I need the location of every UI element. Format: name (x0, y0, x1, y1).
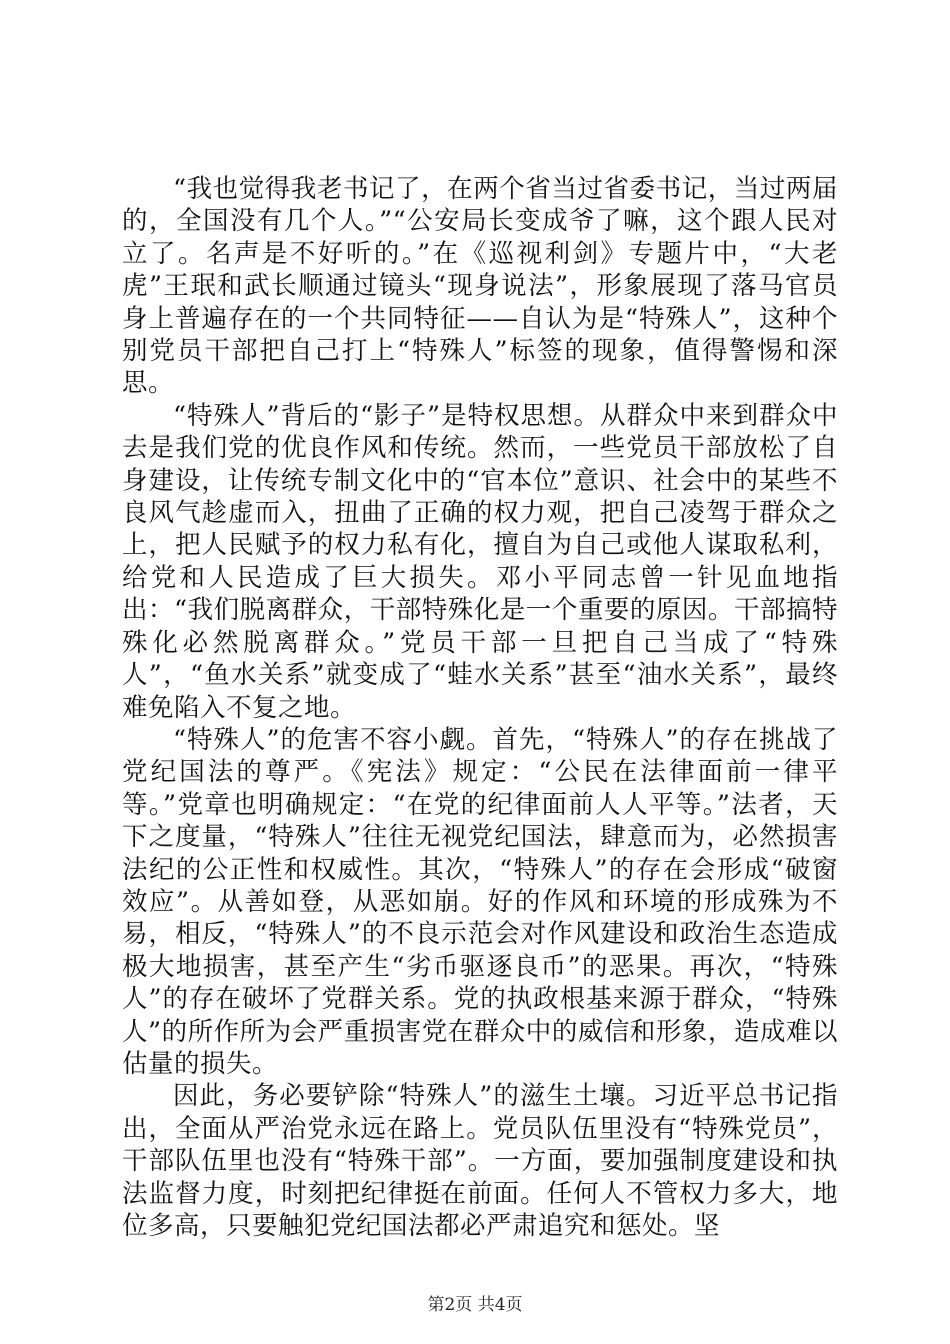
document-body (122, 173, 838, 1242)
paragraph-1: “我也觉得我老书记了，在两个省当过省委书记，当过两届的，全国没有几个人。”“公安局长变成爷了嘛，这个跟人民对立了。名声是不好听的。”在《巡视利剑》专题片中，“大老虎”王珉和武长顺通过镜头“现身说法”，形象展现了落马官员身上普遍存在的一个共同特征——自认为是“特殊人”，这种个别党员干部把自己打上“特殊人”标签的现象，值得警惕和深思。 (122, 174, 838, 399)
page-footer (0, 1290, 950, 1315)
page-number: 第2页 共4页 (427, 1295, 523, 1315)
paragraph-2: “特殊人”背后的“影子”是特权思想。从群众中来到群众中去是我们党的优良作风和传统。然而，一些党员干部放松了自身建设，让传统专制文化中的“官本位”意识、社会中的某些不良风气趁虚而入，扭曲了正确的权力观，把自己凌驾于群众之上，把人民赋予的权力私有化，擅自为自己或他人谋取私利，给党和人民造成了巨大损失。邓小平同志曾一针见血地指出：“我们脱离群众，干部特殊化是一个重要的原因。干部搞特殊化必然脱离群众。”党员干部一旦把自己当成了“特殊人”，“鱼水关系”就变成了“蛙水关系”甚至“油水关系”，最终难免陷入不复之地。 (122, 400, 838, 723)
paragraph-3: “特殊人”的危害不容小觑。首先，“特殊人”的存在挑战了党纪国法的尊严。《宪法》规定：“公民在法律面前一律平等。”党章也明确规定：“在党的纪律面前人人平等。”法者，天下之度量，“特殊人”往往无视党纪国法，肆意而为，必然损害法纪的公正性和权威性。其次，“特殊人”的存在会形成“破窗效应”。从善如登，从恶如崩。好的作风和环境的形成殊为不易，相反，“特殊人”的不良示范会对作风建设和政治生态造成极大地损害，甚至产生“劣币驱逐良币”的恶果。再次，“特殊人”的存在破坏了党群关系。党的执政根基来源于群众，“特殊人”的所作所为会严重损害党在群众中的威信和形象，造成难以估量的损失。 (122, 724, 838, 1079)
paragraph-4: 因此，务必要铲除“特殊人”的滋生土壤。习近平总书记指出，全面从严治党永远在路上。党员队伍里没有“特殊党员”，干部队伍里也没有“特殊干部”。一方面，要加强制度建设和执法监督力度，时刻把纪律挺在前面。任何人不管权力多大，地位多高，只要触犯党纪国法都必严肃追究和惩处。坚 (122, 1081, 838, 1241)
